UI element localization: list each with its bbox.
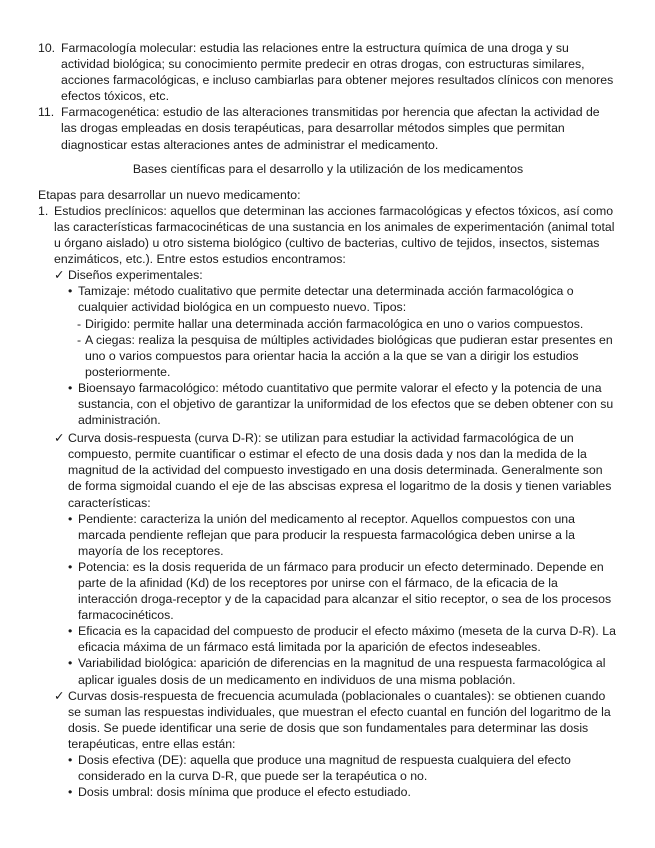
bullet-dosis-efectiva	[38, 752, 618, 784]
list-item-11	[38, 104, 618, 152]
bullet-icon: •	[68, 656, 73, 671]
check-icon: ✓	[54, 268, 65, 283]
checklist-item-curva-dr	[38, 430, 618, 510]
bullet-icon: •	[68, 284, 73, 299]
bullet-text: Tamizaje: método cualitativo que permite detectar una determinada acción farmacológica o cualquier actividad biológica en un compuesto nuevo. Tipos:	[78, 284, 574, 315]
check-icon: ✓	[54, 688, 65, 703]
checklist-text: Diseños experimentales:	[68, 268, 203, 283]
stage-1	[38, 203, 618, 267]
checklist-item-disenos	[38, 267, 618, 283]
dash-icon: -	[77, 332, 82, 347]
list-number: 1.	[38, 203, 49, 218]
bullet-text: Pendiente: caracteriza la unión del medicamento al receptor. Aquellos compuestos con una marcada pendiente reflejan que para producir la respuesta farmacológica deben unirse a la mayoría de los receptores.	[78, 511, 575, 558]
bullet-icon: •	[68, 380, 73, 395]
bullet-icon: •	[68, 624, 73, 639]
check-icon: ✓	[54, 431, 65, 446]
bullet-icon: •	[68, 753, 73, 768]
list-number: 10.	[38, 41, 56, 55]
dash-text: A ciegas: realiza la pesquisa de múltiples actividades biológicas que pudieran estar presentes en uno o varios compuestos para orientar hacia la acción a la que se van a dirigir los estudios posteriormente.	[85, 332, 613, 379]
dash-text: Dirigido: permite hallar una determinada acción farmacológica en uno o varios compuestos.	[85, 316, 584, 331]
section-title: Bases científicas para el desarrollo y la utilización de los medicamentos	[132, 161, 524, 176]
dash-item-a-ciegas	[38, 332, 618, 380]
dash-icon: -	[77, 316, 82, 331]
list-number: 11.	[38, 105, 55, 120]
checklist-text: Curvas dosis-respuesta de frecuencia acumulada (poblacionales o cuantales): se obtienen cuando se suman las respuestas individuales, que muestran el efecto cuantal en función del logaritmo de la dosis. Se puede identificar una serie de dosis que son fundamentales para determinar las dosis terapéuticas, entre ellas están:	[68, 688, 611, 751]
bullet-text: Variabilidad biológica: aparición de diferencias en la magnitud de una respuesta farmacológica al aplicar iguales dosis de un medicamento en individuos de una misma población.	[78, 656, 606, 687]
bullet-eficacia	[38, 623, 618, 655]
bullet-text: Potencia: es la dosis requerida de un fármaco para producir un efecto determinado. Depende en parte de la afinidad (Kd) de los receptores por unirse con el fármaco, de la eficacia de la interacción droga-receptor y de la capacidad para alcanzar el sitio receptor, o sea de los procesos farmacocinéticos.	[78, 559, 612, 623]
bullet-text: Dosis umbral: dosis mínima que produce el efecto estudiado.	[78, 785, 411, 800]
bullet-dosis-umbral	[38, 784, 618, 800]
bullet-icon: •	[68, 559, 73, 574]
list-item-10	[38, 40, 618, 104]
bullet-variabilidad	[38, 655, 618, 687]
intro-text: Etapas para desarrollar un nuevo medicamento:	[38, 187, 301, 202]
checklist-text: Curva dosis-respuesta (curva D-R): se utilizan para estudiar la actividad farmacológica de un compuesto, permite cuantificar o estimar el efecto de una dosis dada y nos dan la medida de la magnitud de la actividad del compuesto investigado en una dosis determinada. Generalmente son de forma sigmoidal cuando el eje de las abscisas expresa el logaritmo de la dosis y tienen variables características:	[68, 431, 612, 510]
bullet-text: Bioensayo farmacológico: método cuantitativo que permite valorar el efecto y la potencia de una sustancia, con el objetivo de garantizar la uniformidad de los efectos que se deben obtener con su administración.	[78, 380, 614, 428]
bullet-bioensayo	[38, 380, 618, 428]
bullet-icon: •	[68, 511, 73, 526]
bullet-pendiente	[38, 511, 618, 559]
checklist-item-curvas-cuantales	[38, 688, 618, 752]
list-text: Farmacología molecular: estudia las relaciones entre la estructura química de una droga y su actividad biológica; su conocimiento permite predecir en otras drogas, con estructuras similares, acciones farmacológicas, e incluso cambiarlas para obtener mejores resultados clínicos con menores efectos tóxicos, etc.	[61, 41, 614, 104]
bullet-potencia	[38, 559, 618, 623]
list-text: Farmacogenética: estudio de las alteraciones transmitidas por herencia que afectan la actividad de las drogas empleadas en dosis terapéuticas, para desarrollar métodos simples que permitan diagnosticar estas alteraciones antes de administrar el medicamento.	[61, 105, 600, 152]
dash-item-dirigido	[38, 316, 618, 332]
list-text: Estudios preclínicos: aquellos que determinan las acciones farmacológicas y efectos tóxicos, así como las características farmacocinéticas de una sustancia en los animales de experimentación (animal total u órgano aislado) u otro sistema biológico (cultivo de bacterias, cultivo de tejidos, insectos, sistemas enzimáticos, etc.). Entre estos estudios encontramos:	[54, 203, 615, 267]
bullet-text: Eficacia es la capacidad del compuesto de producir el efecto máximo (meseta de la curva D-R). La eficacia máxima de un fármaco está limitada por la aparición de efectos indeseables.	[78, 624, 616, 655]
bullet-text: Dosis efectiva (DE): aquella que produce una magnitud de respuesta cualquiera del efecto considerado en la curva D-R, que puede ser la terapéutica o no.	[78, 753, 571, 784]
bullet-icon: •	[68, 785, 73, 800]
document-page	[38, 40, 618, 800]
bullet-tamizaje	[38, 283, 618, 315]
